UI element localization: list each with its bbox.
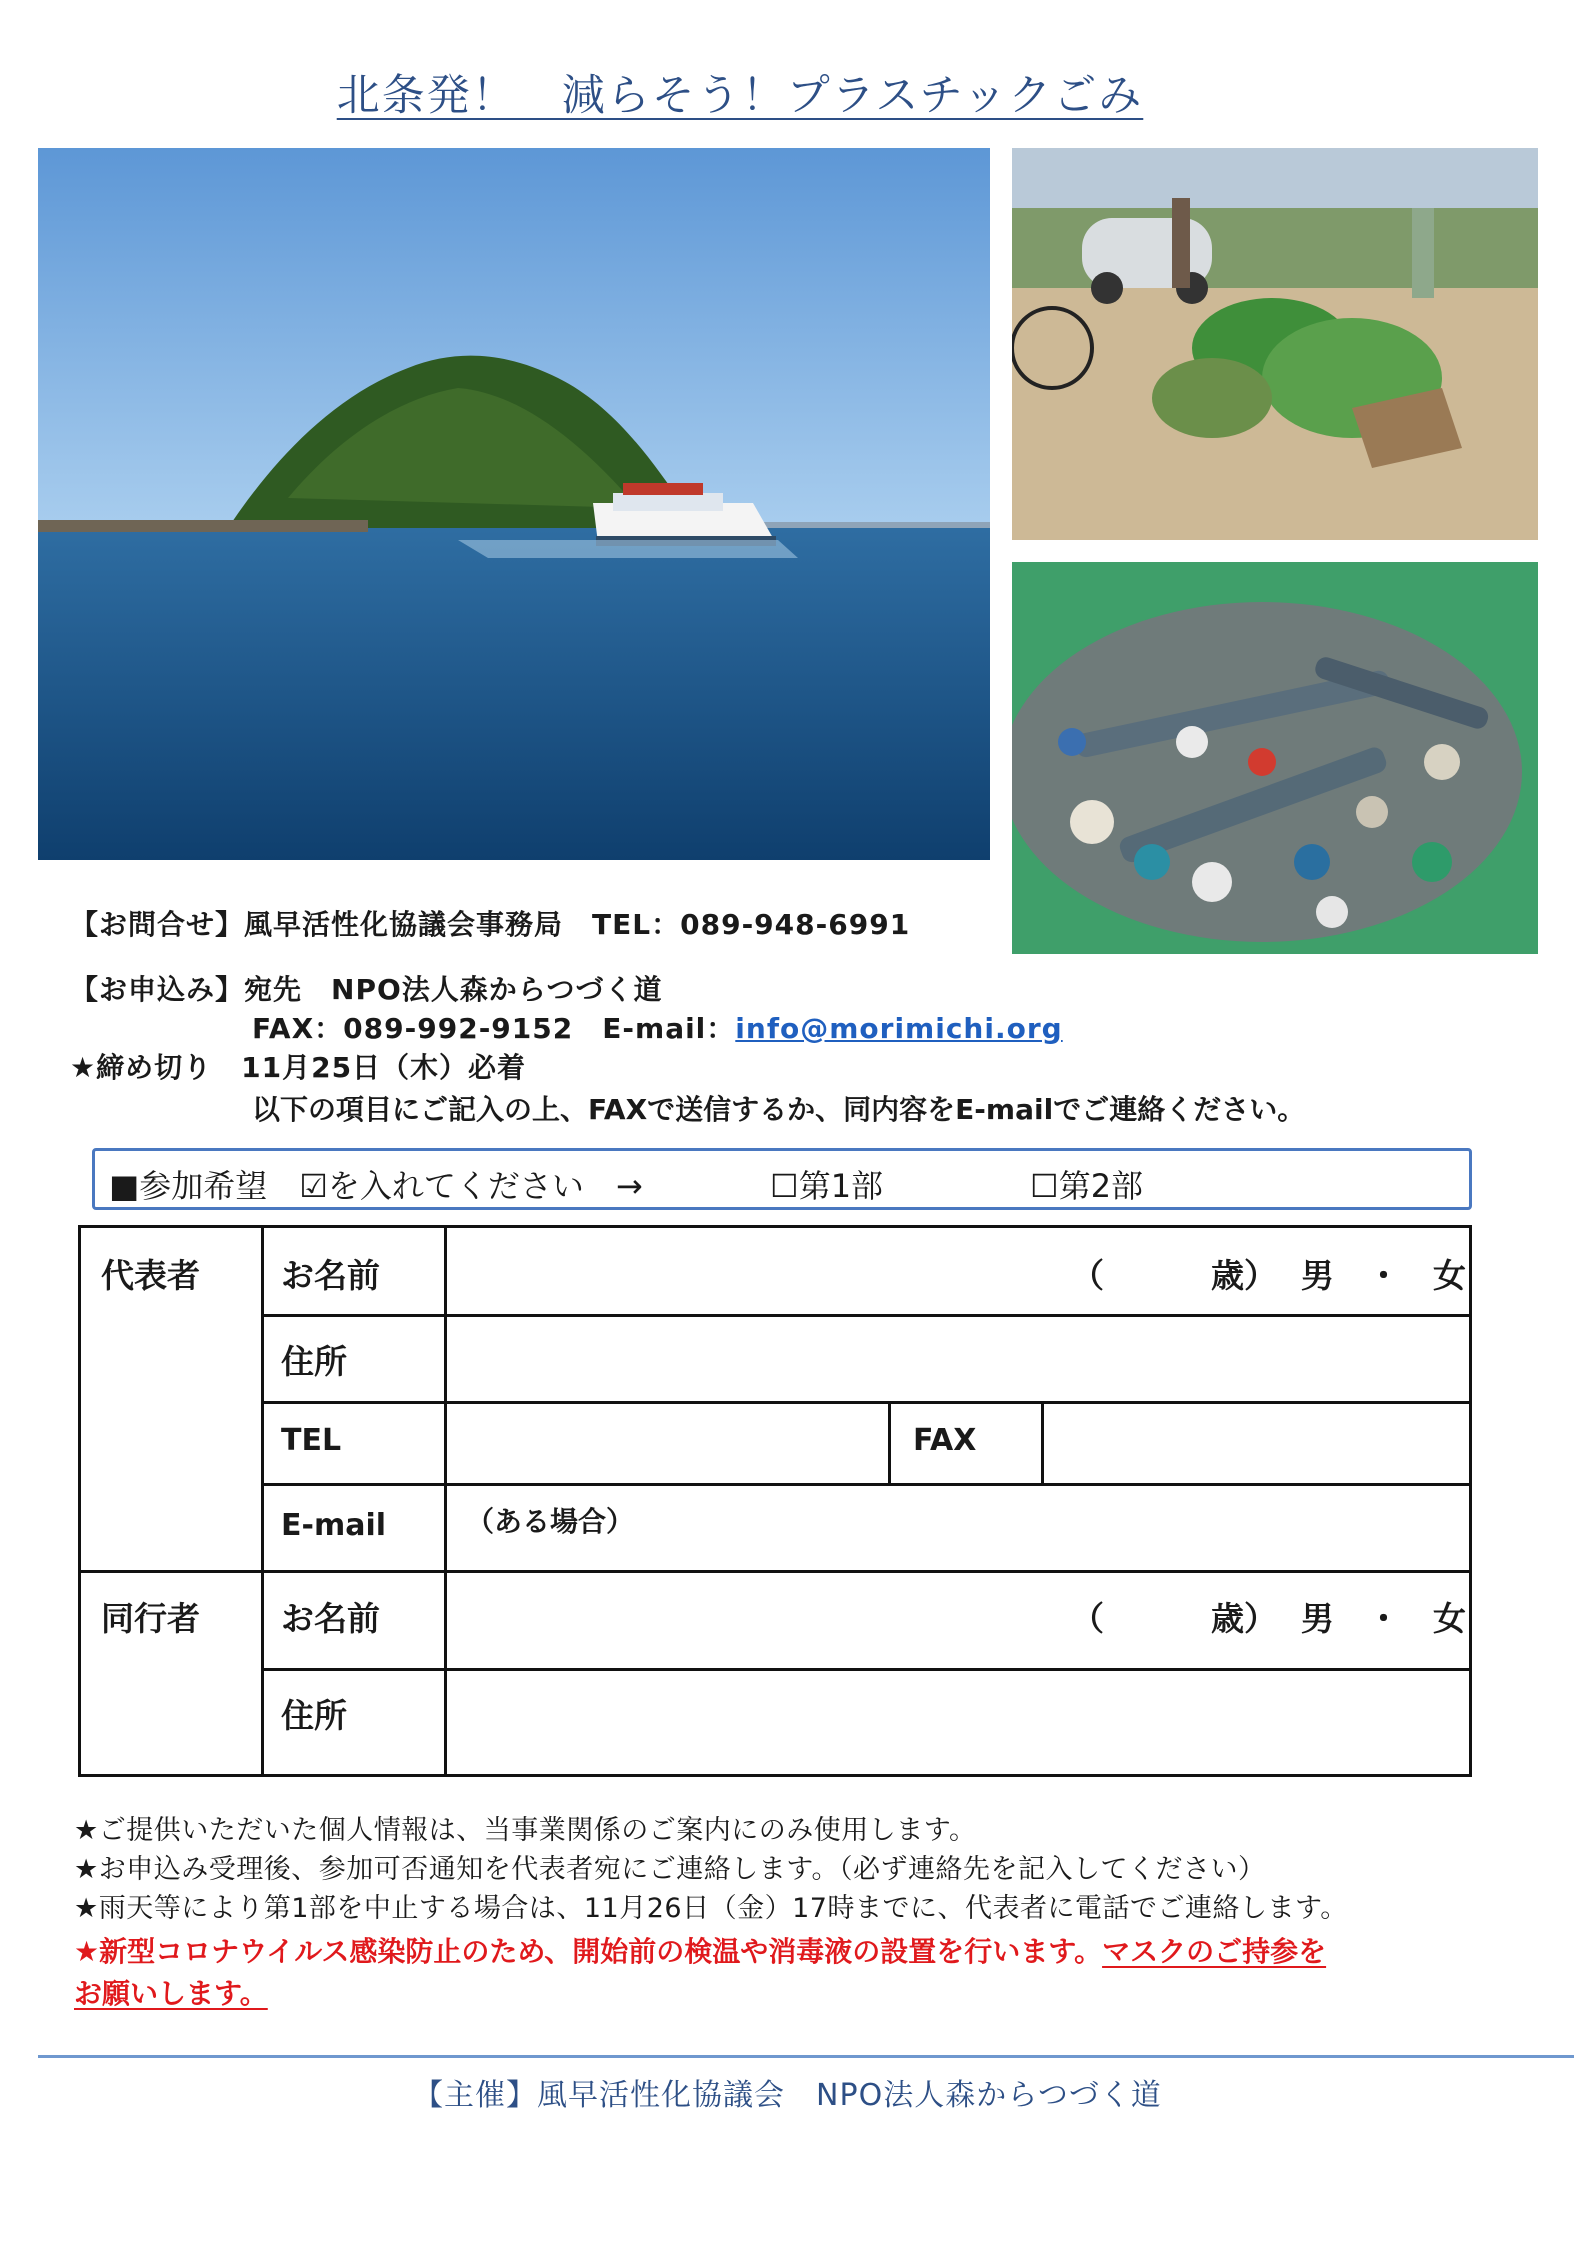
application-form-table: [78, 1225, 1472, 1777]
rep-address-label: 住所: [281, 1342, 347, 1381]
apply-email-link[interactable]: info@morimichi.org: [735, 1012, 1063, 1045]
rep-email-note: （ある場合）: [466, 1505, 635, 1538]
apply-to: 宛先 NPO法人森からつづく道: [244, 973, 663, 1006]
page-title: [0, 62, 1480, 123]
comp-address-field[interactable]: [451, 1674, 1461, 1770]
rep-address-field[interactable]: [451, 1320, 1461, 1396]
contact-line: [70, 903, 910, 943]
apply-contact-line: [252, 1007, 1063, 1047]
form-divider: [1041, 1401, 1044, 1483]
companion-label: 同行者: [101, 1599, 200, 1638]
page-title-text: 北条発！ 減らそう！プラスチックごみ: [336, 71, 1144, 121]
rep-gender[interactable]: 男 ・ 女: [1301, 1256, 1466, 1295]
comp-age-open: （: [1071, 1599, 1104, 1638]
apply-fax: FAX：089-992-9152: [252, 1012, 574, 1045]
comp-name-field[interactable]: [451, 1576, 1051, 1662]
plastic-debris-photo: [1012, 562, 1538, 954]
rep-age-close: 歳）: [1211, 1256, 1277, 1295]
form-divider: [261, 1401, 1469, 1404]
footer-divider: [38, 2055, 1574, 2058]
form-divider: [261, 1668, 1469, 1671]
apply-line: [70, 968, 663, 1008]
rep-tel-label: TEL: [281, 1423, 342, 1458]
rep-fax-label: FAX: [913, 1423, 977, 1458]
form-divider: [81, 1570, 1469, 1573]
covid-part1: ★新型コロナウイルス感染防止のため、開始前の検温や消毒液の設置を行います。: [74, 1935, 1103, 1968]
comp-name-label: お名前: [281, 1599, 380, 1638]
covid-note: [74, 1930, 1326, 1970]
contact-label: 【お問合せ】: [70, 908, 245, 941]
contact-tel: TEL：089-948-6991: [592, 908, 911, 941]
participation-preference-box: [92, 1148, 1472, 1210]
contact-org: 風早活性化協議会事務局: [244, 908, 564, 941]
form-divider: [444, 1228, 447, 1774]
form-divider: [888, 1401, 891, 1483]
covid-part2: マスクのご持参を: [1102, 1935, 1327, 1968]
comp-age-close: 歳）: [1211, 1599, 1277, 1638]
part2-checkbox[interactable]: ☐第2部: [1030, 1167, 1144, 1205]
rain-note: ★雨天等により第1部を中止する場合は、11月26日（金）17時までに、代表者に電話でご連絡します。: [74, 1893, 1348, 1924]
notification-note: ★お申込み受理後、参加可否通知を代表者宛にご連絡します。（必ず連絡先を記入してください）: [74, 1854, 1266, 1885]
comp-gender[interactable]: 男 ・ 女: [1301, 1599, 1466, 1638]
rep-name-field[interactable]: [451, 1236, 1051, 1308]
deadline-instruction: 以下の項目にご記入の上、FAXで送信するか、同内容をE-mailでご連絡ください。: [252, 1093, 1306, 1126]
apply-label: 【お申込み】: [70, 973, 245, 1006]
representative-label: 代表者: [101, 1256, 200, 1295]
rep-tel-field[interactable]: [451, 1408, 881, 1478]
preference-label: ■参加希望 ☑を入れてください →: [109, 1167, 643, 1205]
covid-part3: お願いします。: [74, 1977, 268, 2010]
island-ferry-photo: [38, 148, 990, 860]
form-divider: [261, 1228, 264, 1774]
rep-age-open: （: [1071, 1256, 1104, 1295]
form-divider: [261, 1483, 1469, 1486]
deadline-line: [70, 1046, 526, 1086]
organizer-footer: 【主催】風早活性化協議会 NPO法人森からつづく道: [413, 2078, 1162, 2113]
beach-cleanup-photo: [1012, 148, 1538, 540]
rep-email-label: E-mail: [281, 1508, 387, 1543]
deadline-date: 11月25日（木）必着: [241, 1051, 527, 1084]
part1-checkbox[interactable]: ☐第1部: [770, 1167, 884, 1205]
rep-name-label: お名前: [281, 1256, 380, 1295]
deadline-label: ★締め切り: [70, 1051, 213, 1084]
privacy-note: ★ご提供いただいた個人情報は、当事業関係のご案内にのみ使用します。: [74, 1815, 977, 1846]
rep-fax-field[interactable]: [1048, 1408, 1463, 1478]
form-divider: [261, 1314, 1469, 1317]
comp-address-label: 住所: [281, 1696, 347, 1735]
rep-email-field[interactable]: [451, 1490, 1461, 1564]
apply-email-label: E-mail：: [602, 1012, 736, 1045]
covid-note-2: [74, 1972, 268, 2012]
